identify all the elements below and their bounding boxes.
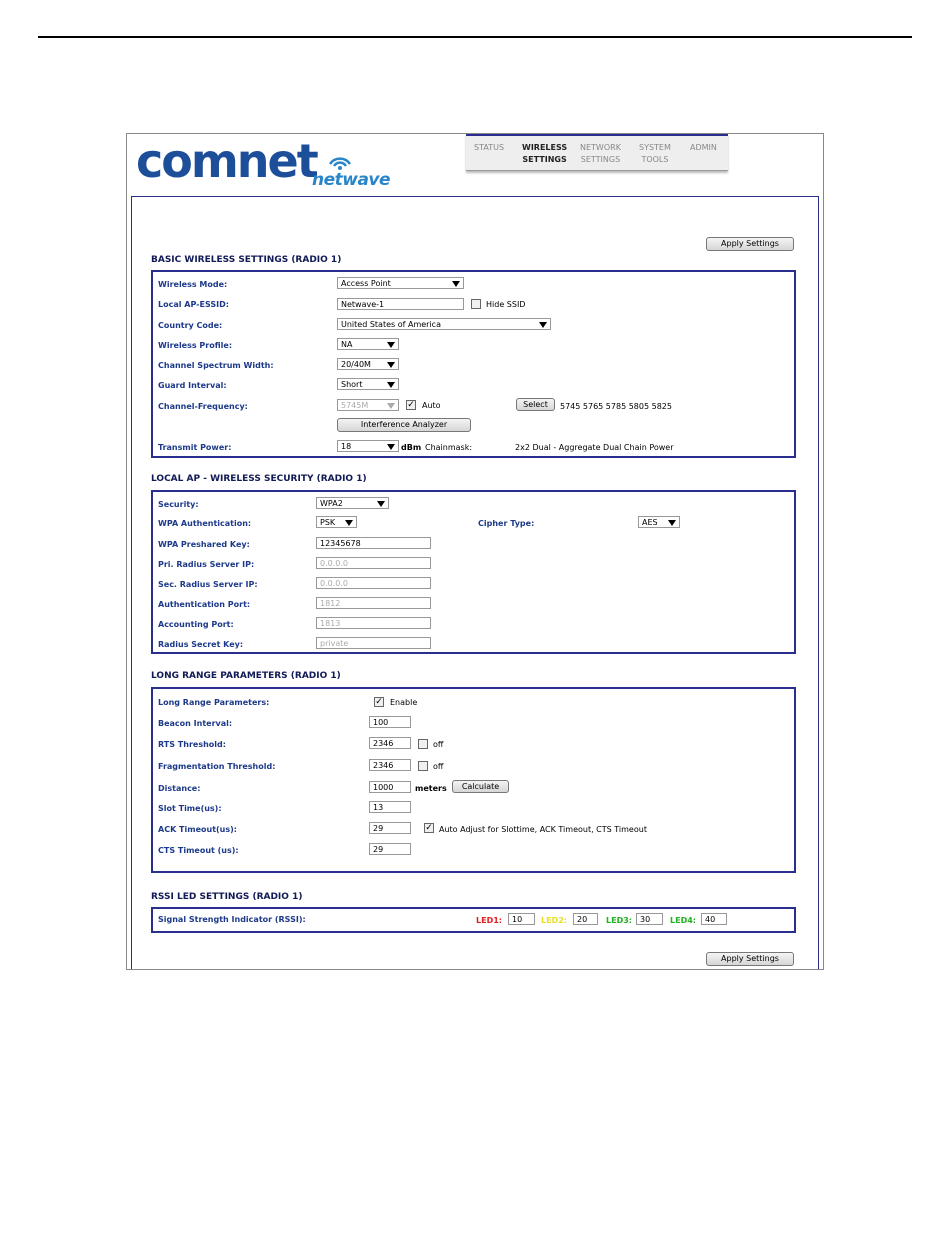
channel-frequency-select[interactable]: 5745M [337,399,399,411]
chainmask-label: Chainmask: [425,443,473,452]
rts-label: RTS Threshold: [158,740,226,749]
nav-wireless-settings[interactable]: WIRELESS SETTINGS [522,143,568,164]
acct-port-input[interactable]: 1813 [316,617,431,629]
enable-label: Enable [390,698,418,707]
rssi-section-title: RSSI LED SETTINGS (RADIO 1) [151,892,303,902]
interference-analyzer-button[interactable]: Interference Analyzer [337,418,471,432]
transmit-power-label: Transmit Power: [158,443,232,452]
frag-off-label: off [433,762,444,771]
comnet-logo [136,136,416,196]
pri-radius-input[interactable]: 0.0.0.0 [316,557,431,569]
sec-radius-input[interactable]: 0.0.0.0 [316,577,431,589]
cts-timeout-label: CTS Timeout (us): [158,846,239,855]
chevron-down-icon [387,382,395,388]
sec-radius-label: Sec. Radius Server IP: [158,580,258,589]
led4-label: LED4: [670,916,696,925]
cts-timeout-input[interactable]: 29 [369,843,411,855]
frag-input[interactable]: 2346 [369,759,411,771]
chevron-down-icon [452,281,460,287]
channel-frequency-label: Channel-Frequency: [158,402,248,411]
country-code-select[interactable]: United States of America [337,318,551,330]
select-channel-button[interactable]: Select [516,398,555,411]
chevron-down-icon [387,403,395,409]
chainmask-value: 2x2 Dual - Aggregate Dual Chain Power [515,443,674,452]
calculate-button[interactable]: Calculate [452,780,509,793]
led1-label: LED1: [476,916,502,925]
auto-adjust-checkbox[interactable]: ✓ [425,823,433,833]
hide-ssid-checkbox[interactable] [471,299,481,309]
auto-channel-checkbox[interactable]: ✓ [407,400,415,410]
beacon-input[interactable]: 100 [369,716,411,728]
guard-interval-select[interactable]: Short [337,378,399,390]
radius-secret-label: Radius Secret Key: [158,640,244,649]
led2-input[interactable]: 20 [573,913,598,925]
nav-network-settings[interactable]: NETWORK SETTINGS [580,143,621,164]
rts-off-checkbox[interactable] [418,739,428,749]
security-label: Security: [158,500,199,509]
logo-main-text: comnet [136,134,317,188]
auth-port-input[interactable]: 1812 [316,597,431,609]
channel-width-select[interactable]: 20/40M [337,358,399,370]
auto-adjust-label: Auto Adjust for Slottime, ACK Timeout, CTS Timeout [439,825,647,834]
security-select[interactable]: WPA2 [316,497,389,509]
psk-label: WPA Preshared Key: [158,540,250,549]
ack-timeout-input[interactable]: 29 [369,822,411,834]
cipher-type-select[interactable]: AES [638,516,680,528]
guard-interval-label: Guard Interval: [158,381,227,390]
rts-input[interactable]: 2346 [369,737,411,749]
wireless-mode-select[interactable]: Access Point [337,277,464,289]
nav-status[interactable]: STATUS [474,143,505,152]
longrange-enable-checkbox[interactable]: ✓ [375,697,383,707]
wpa-auth-select[interactable]: PSK [316,516,357,528]
chevron-down-icon [539,322,547,328]
frequency-list: 5745 5765 5785 5805 5825 [560,402,672,411]
chevron-down-icon [668,520,676,526]
apply-settings-button-bottom[interactable]: Apply Settings [706,952,794,966]
pri-radius-label: Pri. Radius Server IP: [158,560,255,569]
channel-width-label: Channel Spectrum Width: [158,361,274,370]
longrange-section-title: LONG RANGE PARAMETERS (RADIO 1) [151,671,341,681]
wireless-mode-label: Wireless Mode: [158,280,228,289]
meters-label: meters [415,784,447,793]
wifi-icon [326,150,354,170]
led4-input[interactable]: 40 [701,913,727,925]
logo-sub-text: netwave [312,170,391,190]
chevron-down-icon [345,520,353,526]
wpa-auth-label: WPA Authentication: [158,519,252,528]
page-top-rule [38,36,912,38]
acct-port-label: Accounting Port: [158,620,234,629]
led3-label: LED3: [606,916,632,925]
security-section-title: LOCAL AP - WIRELESS SECURITY (RADIO 1) [151,474,367,484]
auth-port-label: Authentication Port: [158,600,251,609]
essid-label: Local AP-ESSID: [158,300,229,309]
rssi-label: Signal Strength Indicator (RSSI): [158,915,306,924]
security-box [151,490,796,654]
frag-off-checkbox[interactable] [418,761,428,771]
top-nav [466,134,728,171]
ack-timeout-label: ACK Timeout(us): [158,825,237,834]
led1-input[interactable]: 10 [508,913,535,925]
nav-system-tools[interactable]: SYSTEM TOOLS [639,143,671,164]
essid-input[interactable]: Netwave-1 [337,298,464,310]
auto-channel-label: Auto [422,401,441,410]
cipher-type-label: Cipher Type: [478,519,535,528]
chevron-down-icon [387,342,395,348]
slot-time-input[interactable]: 13 [369,801,411,813]
led2-label: LED2: [541,916,567,925]
wireless-profile-select[interactable]: NA [337,338,399,350]
longrange-label: Long Range Parameters: [158,698,270,707]
transmit-power-select[interactable]: 18 [337,440,399,452]
power-unit: dBm [401,443,422,452]
frag-label: Fragmentation Threshold: [158,762,276,771]
country-code-label: Country Code: [158,321,223,330]
radius-secret-input[interactable]: private [316,637,431,649]
apply-settings-button-top[interactable]: Apply Settings [706,237,794,251]
distance-label: Distance: [158,784,201,793]
nav-admin[interactable]: ADMIN [690,143,717,152]
chevron-down-icon [387,444,395,450]
distance-input[interactable]: 1000 [369,781,411,793]
chevron-down-icon [377,501,385,507]
hide-ssid-label: Hide SSID [486,300,526,309]
wireless-profile-label: Wireless Profile: [158,341,233,350]
psk-input[interactable]: 12345678 [316,537,431,549]
led3-input[interactable]: 30 [636,913,663,925]
beacon-label: Beacon Interval: [158,719,233,728]
basic-section-title: BASIC WIRELESS SETTINGS (RADIO 1) [151,255,342,265]
slot-time-label: Slot Time(us): [158,804,222,813]
rts-off-label: off [433,740,444,749]
chevron-down-icon [387,362,395,368]
